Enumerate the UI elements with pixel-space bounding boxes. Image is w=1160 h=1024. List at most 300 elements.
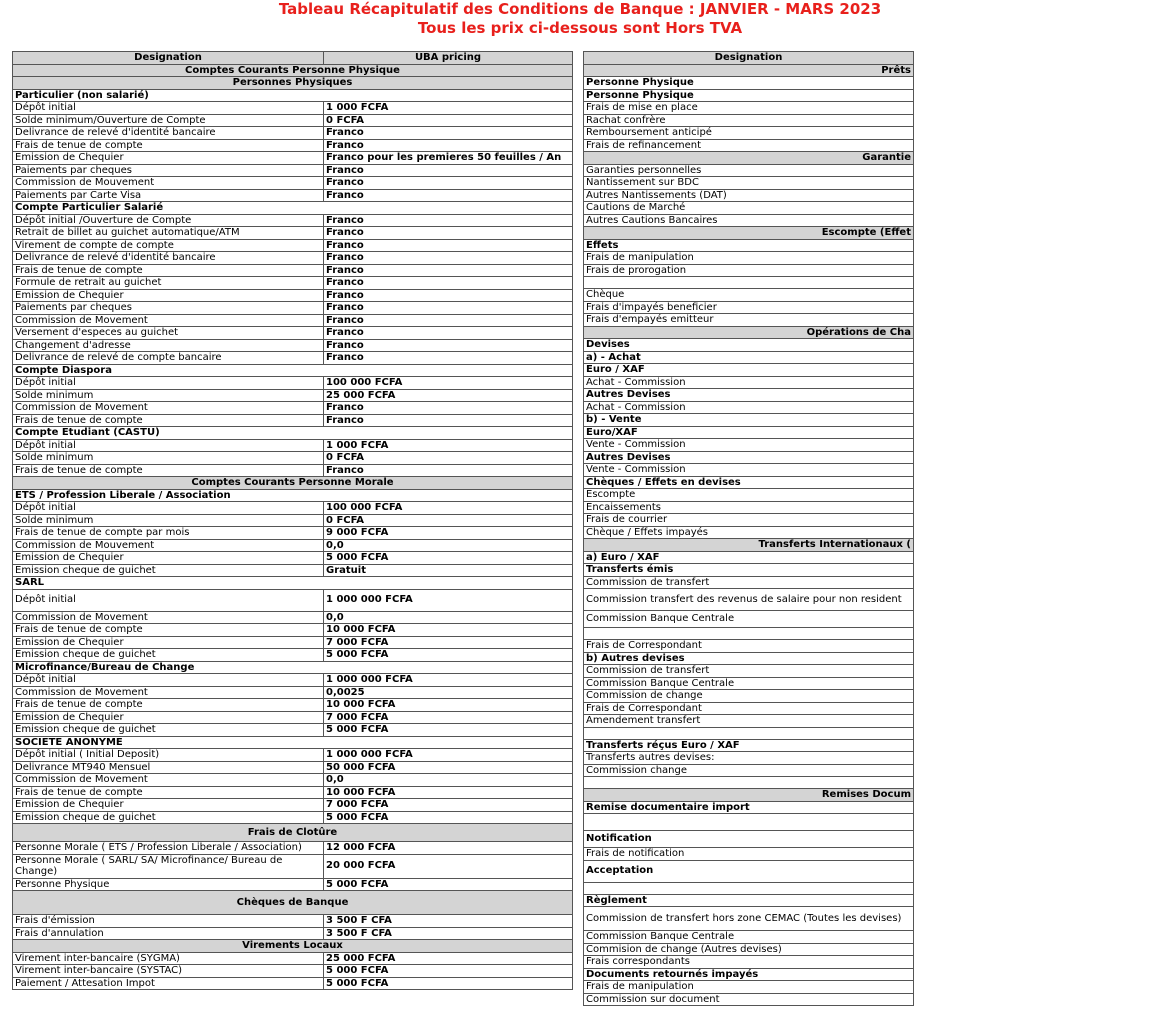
row-designation: Commission transfert des revenus de salaire pour non resident [584, 589, 914, 611]
group-header [584, 968, 914, 981]
section-title: Virements Locaux [13, 940, 573, 953]
table-row [584, 589, 914, 611]
group-header [584, 77, 914, 90]
row-designation: Solde minimum [13, 389, 324, 402]
row-price: 0,0 [324, 611, 573, 624]
row-designation: Achat - Commission [584, 376, 914, 389]
row-designation: Emission de Chequier [13, 552, 324, 565]
row-designation: Emission de Chequier [13, 636, 324, 649]
table-row [13, 252, 573, 265]
row-price: 7 000 FCFA [324, 711, 573, 724]
group-title: a) Euro / XAF [584, 551, 914, 564]
table-row [584, 277, 914, 289]
group-title: SOCIETE ANONYME [13, 736, 573, 749]
table-row [13, 854, 573, 878]
table-row [13, 514, 573, 527]
row-designation: Commission sur document [584, 993, 914, 1006]
row-price: Franco [324, 177, 573, 190]
group-title: Autres Devises [584, 389, 914, 402]
pricing-table-right [583, 51, 914, 1006]
table-row [13, 699, 573, 712]
table-row [13, 589, 573, 611]
row-designation: Emission de Chequier [13, 289, 324, 302]
row-price: 12 000 FCFA [324, 842, 573, 855]
table-row [13, 439, 573, 452]
section-header [584, 152, 914, 165]
row-designation: Frais d'impayés beneficier [584, 301, 914, 314]
row-designation: Frais de notification [584, 848, 914, 861]
row-price: 3 500 F CFA [324, 927, 573, 940]
row-designation: Dépôt initial ( Initial Deposit) [13, 749, 324, 762]
table-row [13, 102, 573, 115]
group-header [584, 339, 914, 352]
group-title: Chèques / Effets en devises [584, 476, 914, 489]
table-row [13, 239, 573, 252]
group-title: Euro / XAF [584, 364, 914, 377]
group-header [584, 564, 914, 577]
table-row [584, 114, 914, 127]
table-row [13, 464, 573, 477]
table-row [584, 848, 914, 861]
row-price: Franco [324, 277, 573, 290]
table-row [584, 464, 914, 477]
row-price: Franco [324, 289, 573, 302]
table-row [13, 339, 573, 352]
row-designation: Frais de refinancement [584, 139, 914, 152]
row-designation: Commission de Mouvement [13, 539, 324, 552]
row-designation: Encaissements [584, 501, 914, 514]
row-price: 5 000 FCFA [324, 724, 573, 737]
row-designation: Frais de tenue de compte [13, 464, 324, 477]
row-designation: Commission de change [584, 690, 914, 703]
table-row [13, 402, 573, 415]
table-row [13, 389, 573, 402]
section-title: Garantie [584, 152, 914, 165]
group-header [584, 739, 914, 752]
row-designation: Delivrance de relevé de compte bancaire [13, 352, 324, 365]
group-title: b) - Vente [584, 414, 914, 427]
table-row [13, 302, 573, 315]
row-designation: Delivrance de relevé d'identité bancaire [13, 252, 324, 265]
table-row [584, 189, 914, 202]
section-header [584, 227, 914, 240]
table-row [13, 189, 573, 202]
row-designation: Formule de retrait au guichet [13, 277, 324, 290]
row-price: 25 000 FCFA [324, 952, 573, 965]
row-price: 5 000 FCFA [324, 878, 573, 891]
table-row [13, 414, 573, 427]
group-title: Autres Devises [584, 451, 914, 464]
row-designation: Frais d'annulation [13, 927, 324, 940]
table-row [13, 686, 573, 699]
table-row [13, 152, 573, 165]
row-designation: Emission cheque de guichet [13, 724, 324, 737]
section-header [13, 940, 573, 953]
row-designation: Amendement transfert [584, 715, 914, 728]
row-price: 10 000 FCFA [324, 624, 573, 637]
table-row [13, 724, 573, 737]
row-designation: Emission de Chequier [13, 711, 324, 724]
group-title: Personne Physique [584, 77, 914, 90]
row-designation: Commission Banque Centrale [584, 931, 914, 944]
row-price: Franco [324, 139, 573, 152]
group-header [584, 364, 914, 377]
row-designation: Commission de Movement [13, 686, 324, 699]
row-designation: Commission de Movement [13, 774, 324, 787]
section-title: Comptes Courants Personne Morale [13, 477, 573, 490]
row-designation: Commission de Mouvement [13, 177, 324, 190]
row-designation: Vente - Commission [584, 439, 914, 452]
group-header [13, 661, 573, 674]
row-designation: Frais de Correspondant [584, 702, 914, 715]
table-row [584, 252, 914, 265]
table-row [13, 636, 573, 649]
row-designation: Frais de courrier [584, 514, 914, 527]
group-title: ETS / Profession Liberale / Association [13, 489, 573, 502]
table-row [13, 977, 573, 990]
row-designation: Emission cheque de guichet [13, 811, 324, 824]
row-designation: Dépôt initial /Ouverture de Compte [13, 214, 324, 227]
group-title: Particulier (non salarié) [13, 89, 573, 102]
row-designation: Solde minimum/Ouverture de Compte [13, 114, 324, 127]
row-price: 5 000 FCFA [324, 977, 573, 990]
row-designation: Paiements par cheques [13, 164, 324, 177]
table-row [13, 114, 573, 127]
group-header [584, 451, 914, 464]
group-title: Personne Physique [584, 89, 914, 102]
section-title: Prêts [584, 64, 914, 77]
row-price: 7 000 FCFA [324, 799, 573, 812]
table-row [584, 956, 914, 969]
table-row [584, 314, 914, 327]
section-header [584, 789, 914, 802]
row-designation: Commission Banque Centrale [584, 677, 914, 690]
row-price: 0,0 [324, 774, 573, 787]
group-title: Acceptation [584, 860, 914, 882]
row-price: 1 000 FCFA [324, 439, 573, 452]
row-price: 10 000 FCFA [324, 699, 573, 712]
row-price: Franco [324, 252, 573, 265]
table-row [584, 289, 914, 302]
table-row [584, 177, 914, 190]
table-row [584, 931, 914, 944]
row-designation: Virement de compte de compte [13, 239, 324, 252]
table-row [584, 501, 914, 514]
table-row [584, 677, 914, 690]
pricing-table-left [12, 51, 573, 990]
row-designation: Dépôt initial [13, 377, 324, 390]
row-designation: Commission de Movement [13, 314, 324, 327]
row-price: 0,0 [324, 539, 573, 552]
table-row [13, 674, 573, 687]
row-designation: Frais d'émission [13, 915, 324, 928]
group-header [13, 427, 573, 440]
row-price: Franco [324, 327, 573, 340]
row-price: Franco [324, 127, 573, 140]
table-row [13, 177, 573, 190]
section-title: Opérations de Cha [584, 326, 914, 339]
table-row [13, 711, 573, 724]
row-price: 20 000 FCFA [324, 854, 573, 878]
row-designation: Commission de transfert [584, 665, 914, 678]
table-row [13, 377, 573, 390]
row-designation: Frais de tenue de compte [13, 264, 324, 277]
table-row [584, 943, 914, 956]
column-header-uba-pricing: UBA pricing [324, 52, 573, 65]
table-row [13, 611, 573, 624]
table-row [13, 289, 573, 302]
row-designation [584, 814, 914, 831]
row-price: 0,0025 [324, 686, 573, 699]
row-designation: Commision de change (Autres devises) [584, 943, 914, 956]
row-designation: Frais de tenue de compte [13, 414, 324, 427]
row-designation [584, 777, 914, 789]
row-designation: Dépôt initial [13, 102, 324, 115]
table-row [13, 502, 573, 515]
group-title: Compte Etudiant (CASTU) [13, 427, 573, 440]
row-designation: Escompte [584, 489, 914, 502]
row-designation: Emission cheque de guichet [13, 649, 324, 662]
group-header [584, 652, 914, 665]
row-designation: Cautions de Marché [584, 202, 914, 215]
row-designation: Changement d'adresse [13, 339, 324, 352]
row-designation: Garanties personnelles [584, 164, 914, 177]
row-designation: Achat - Commission [584, 401, 914, 414]
group-header [584, 389, 914, 402]
group-title: Devises [584, 339, 914, 352]
row-price: 5 000 FCFA [324, 811, 573, 824]
row-designation: Frais correspondants [584, 956, 914, 969]
section-title: Remises Docum [584, 789, 914, 802]
page-title: Tableau Récapitulatif des Conditions de Banque : JANVIER - MARS 2023 [278, 0, 882, 18]
table-row [13, 277, 573, 290]
group-title: Règlement [584, 894, 914, 907]
row-designation: Autres Cautions Bancaires [584, 214, 914, 227]
row-price: Franco [324, 189, 573, 202]
row-price: 10 000 FCFA [324, 786, 573, 799]
row-designation: Delivrance MT940 Mensuel [13, 761, 324, 774]
row-designation: Rachat confrère [584, 114, 914, 127]
table-row [13, 965, 573, 978]
table-row [13, 327, 573, 340]
group-title: Remise documentaire import [584, 801, 914, 814]
table-row [13, 842, 573, 855]
section-header [584, 64, 914, 77]
group-header [584, 239, 914, 252]
row-designation: Frais de Correspondant [584, 640, 914, 653]
row-price: 0 FCFA [324, 514, 573, 527]
row-designation: Frais d'empayés emitteur [584, 314, 914, 327]
table-row [13, 799, 573, 812]
table-row [584, 981, 914, 994]
table-row [584, 301, 914, 314]
group-title: Compte Particulier Salarié [13, 202, 573, 215]
row-price: 1 000 FCFA [324, 102, 573, 115]
group-title: Documents retournés impayés [584, 968, 914, 981]
group-header [13, 202, 573, 215]
table-row [584, 376, 914, 389]
table-row [584, 164, 914, 177]
section-header [13, 477, 573, 490]
group-title: Transferts émis [584, 564, 914, 577]
group-header [584, 860, 914, 882]
table-row [584, 882, 914, 894]
row-designation: Frais de tenue de compte [13, 624, 324, 637]
row-designation: Delivrance de relevé d'identité bancaire [13, 127, 324, 140]
row-price: 1 000 000 FCFA [324, 589, 573, 611]
row-designation: Frais de prorogation [584, 264, 914, 277]
row-price: 9 000 FCFA [324, 527, 573, 540]
row-designation: Chèque / Effets impayés [584, 526, 914, 539]
group-header [584, 831, 914, 848]
row-designation: Dépôt initial [13, 674, 324, 687]
row-price: Franco [324, 314, 573, 327]
row-designation: Transferts autres devises: [584, 752, 914, 765]
table-row [13, 214, 573, 227]
row-designation: Personne Physique [13, 878, 324, 891]
row-designation: Paiement / Attesation Impot [13, 977, 324, 990]
group-header [584, 426, 914, 439]
row-designation: Frais de manipulation [584, 252, 914, 265]
row-price: Franco [324, 352, 573, 365]
row-designation [584, 628, 914, 640]
row-designation: Dépôt initial [13, 502, 324, 515]
row-designation: Solde minimum [13, 514, 324, 527]
column-header-designation: Designation [13, 52, 324, 65]
table-row [13, 927, 573, 940]
section-title: Comptes Courants Personne Physique [13, 64, 573, 77]
table-row [13, 314, 573, 327]
row-price: 1 000 000 FCFA [324, 749, 573, 762]
group-title: Microfinance/Bureau de Change [13, 661, 573, 674]
row-designation: Emission de Chequier [13, 799, 324, 812]
row-price: Franco [324, 464, 573, 477]
group-header [584, 551, 914, 564]
row-designation: Virement inter-bancaire (SYGMA) [13, 952, 324, 965]
row-price: Franco [324, 164, 573, 177]
table-row [13, 749, 573, 762]
group-header [13, 577, 573, 590]
row-price: 0 FCFA [324, 114, 573, 127]
table-row [584, 489, 914, 502]
table-row [13, 952, 573, 965]
table-row [13, 649, 573, 662]
row-price: 50 000 FCFA [324, 761, 573, 774]
group-header [13, 489, 573, 502]
row-price: 3 500 F CFA [324, 915, 573, 928]
table-row [584, 993, 914, 1006]
row-designation: Versement d'especes au guichet [13, 327, 324, 340]
group-title: b) Autres devises [584, 652, 914, 665]
table-row [584, 715, 914, 728]
group-header [13, 89, 573, 102]
group-title: a) - Achat [584, 351, 914, 364]
row-designation: Paiements par Carte Visa [13, 189, 324, 202]
row-designation: Autres Nantissements (DAT) [584, 189, 914, 202]
table-row [584, 576, 914, 589]
table-row [13, 761, 573, 774]
section-title: Transferts Internationaux ( [584, 539, 914, 552]
row-designation: Personne Morale ( ETS / Profession Liberale / Association) [13, 842, 324, 855]
group-header [13, 364, 573, 377]
row-price: 25 000 FCFA [324, 389, 573, 402]
section-title: Frais de Clotûre [13, 824, 573, 842]
table-row [13, 139, 573, 152]
table-row [584, 777, 914, 789]
table-row [584, 907, 914, 931]
row-price: 100 000 FCFA [324, 377, 573, 390]
table-row [13, 774, 573, 787]
row-price: 5 000 FCFA [324, 552, 573, 565]
row-designation: Frais de tenue de compte [13, 786, 324, 799]
row-designation: Commission Banque Centrale [584, 611, 914, 628]
table-row [13, 227, 573, 240]
table-row [13, 127, 573, 140]
table-row [13, 164, 573, 177]
row-price: Franco [324, 414, 573, 427]
row-price: Franco [324, 302, 573, 315]
group-header [584, 801, 914, 814]
row-designation: Nantissement sur BDC [584, 177, 914, 190]
table-row [584, 764, 914, 777]
group-header [584, 351, 914, 364]
row-designation: Emission de Chequier [13, 152, 324, 165]
row-designation: Solde minimum [13, 452, 324, 465]
table-row [13, 915, 573, 928]
section-title: Chèques de Banque [13, 891, 573, 915]
row-designation: Dépôt initial [13, 589, 324, 611]
row-price: Franco [324, 227, 573, 240]
row-designation: Commission de transfert [584, 576, 914, 589]
row-price: Gratuit [324, 564, 573, 577]
section-header [584, 539, 914, 552]
row-designation: Frais de manipulation [584, 981, 914, 994]
table-row [584, 640, 914, 653]
table-row [13, 811, 573, 824]
group-title: SARL [13, 577, 573, 590]
row-designation: Commission de Movement [13, 402, 324, 415]
row-designation: Remboursement anticipé [584, 127, 914, 140]
row-price: Franco [324, 214, 573, 227]
section-header [13, 77, 573, 90]
row-price: Franco [324, 239, 573, 252]
row-price: 7 000 FCFA [324, 636, 573, 649]
row-designation: Frais de tenue de compte [13, 699, 324, 712]
table-row [584, 401, 914, 414]
table-row [584, 690, 914, 703]
table-row [584, 526, 914, 539]
row-designation: Frais de mise en place [584, 102, 914, 115]
row-price: 100 000 FCFA [324, 502, 573, 515]
row-price: Franco [324, 402, 573, 415]
table-row [13, 452, 573, 465]
column-header-designation-right: Designation [584, 52, 914, 65]
group-title: Compte Diaspora [13, 364, 573, 377]
row-designation: Chèque [584, 289, 914, 302]
section-title: Personnes Physiques [13, 77, 573, 90]
table-row [13, 264, 573, 277]
row-designation: Vente - Commission [584, 464, 914, 477]
row-price: 0 FCFA [324, 452, 573, 465]
table-row [13, 527, 573, 540]
group-header [13, 736, 573, 749]
table-row [584, 439, 914, 452]
table-row [584, 139, 914, 152]
table-row [584, 611, 914, 628]
table-row [584, 628, 914, 640]
table-row [584, 214, 914, 227]
page-subtitle: Tous les prix ci-dessous sont Hors TVA [417, 19, 743, 37]
